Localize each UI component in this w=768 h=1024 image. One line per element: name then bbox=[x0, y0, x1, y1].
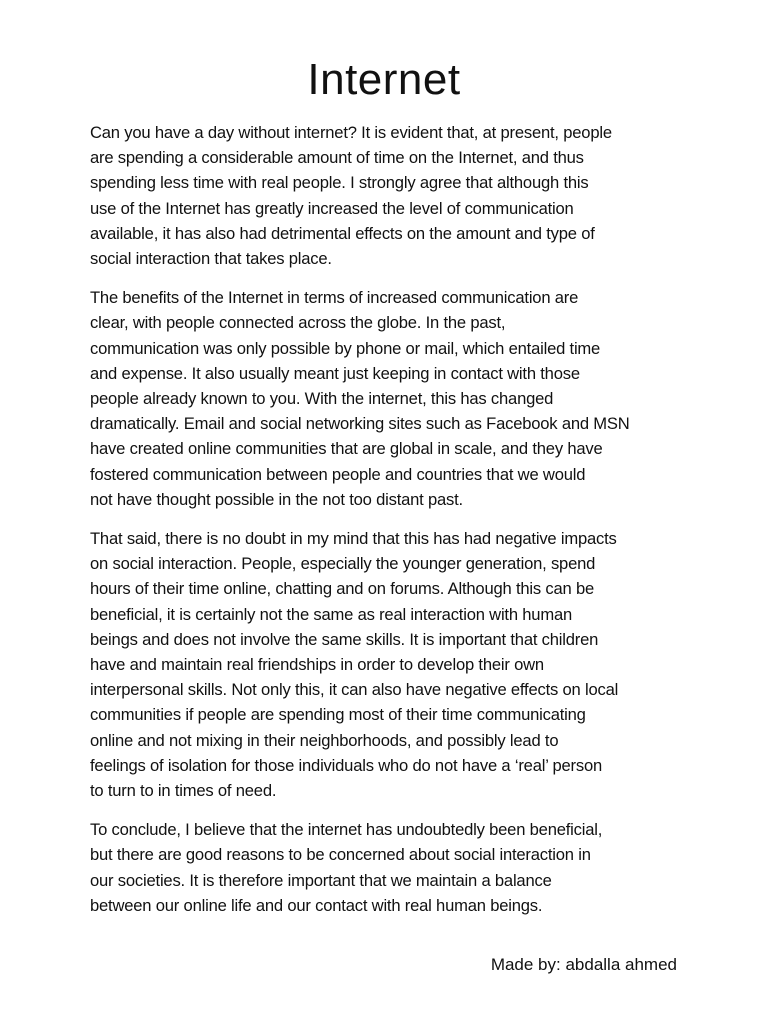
text-line: are spending a considerable amount of time on the Internet, and thus bbox=[90, 148, 584, 168]
paragraph-conclusion bbox=[90, 817, 690, 918]
text-line: social interaction that takes place. bbox=[90, 249, 332, 269]
author-signature: Made by: abdalla ahmed bbox=[490, 955, 677, 974]
text-line: hours of their time online, chatting and on forums. Although this can be bbox=[90, 579, 595, 599]
text-line: clear, with people connected across the globe. In the past, bbox=[90, 313, 506, 333]
text-line: communication was only possible by phone or mail, which entailed time bbox=[90, 338, 601, 358]
text-line: people already known to you. With the internet, this has changed bbox=[90, 389, 554, 409]
text-line: feelings of isolation for those individuals who do not have a ‘real’ person bbox=[90, 755, 603, 775]
text-line: our societies. It is therefore important that we maintain a balance bbox=[90, 870, 552, 890]
document-title: Internet bbox=[307, 55, 461, 104]
text-line: available, it has also had detrimental effects on the amount and type of bbox=[90, 223, 595, 243]
text-line: spending less time with real people. I strongly agree that although this bbox=[90, 173, 589, 193]
text-line: use of the Internet has greatly increased the level of communication bbox=[90, 198, 574, 218]
text-line: online and not mixing in their neighborhoods, and possibly lead to bbox=[90, 730, 559, 750]
text-line: Can you have a day without internet? It is evident that, at present, people bbox=[90, 123, 612, 142]
text-line: not have thought possible in the not too distant past. bbox=[90, 489, 463, 509]
text-line: and expense. It also usually meant just keeping in contact with those bbox=[90, 363, 580, 383]
paragraph-negative-impacts bbox=[90, 526, 690, 803]
text-line: The benefits of the Internet in terms of increased communication are bbox=[90, 288, 579, 308]
text-line: fostered communication between people and countries that we would bbox=[90, 464, 586, 484]
text-line: between our online life and our contact with real human beings. bbox=[90, 895, 543, 915]
text-line: interpersonal skills. Not only this, it can also have negative effects on local bbox=[90, 680, 619, 700]
text-line: dramatically. Email and social networking sites such as Facebook and MSN bbox=[90, 414, 630, 434]
paragraph-benefits bbox=[90, 285, 690, 512]
document-body bbox=[90, 120, 690, 932]
paragraph-intro bbox=[90, 120, 690, 271]
text-line: communities if people are spending most of their time communicating bbox=[90, 705, 586, 725]
text-line: have created online communities that are global in scale, and they have bbox=[90, 439, 603, 459]
text-line: have and maintain real friendships in order to develop their own bbox=[90, 655, 544, 675]
text-line: beneficial, it is certainly not the same as real interaction with human bbox=[90, 604, 573, 624]
text-line: That said, there is no doubt in my mind that this has had negative impacts bbox=[90, 529, 617, 549]
text-line: To conclude, I believe that the internet has undoubtedly been beneficial, bbox=[90, 820, 603, 840]
text-line: beings and does not involve the same skills. It is important that children bbox=[90, 629, 599, 649]
text-line: to turn to in times of need. bbox=[90, 781, 277, 801]
text-line: on social interaction. People, especially the younger generation, spend bbox=[90, 554, 596, 574]
text-line: but there are good reasons to be concerned about social interaction in bbox=[90, 845, 591, 865]
